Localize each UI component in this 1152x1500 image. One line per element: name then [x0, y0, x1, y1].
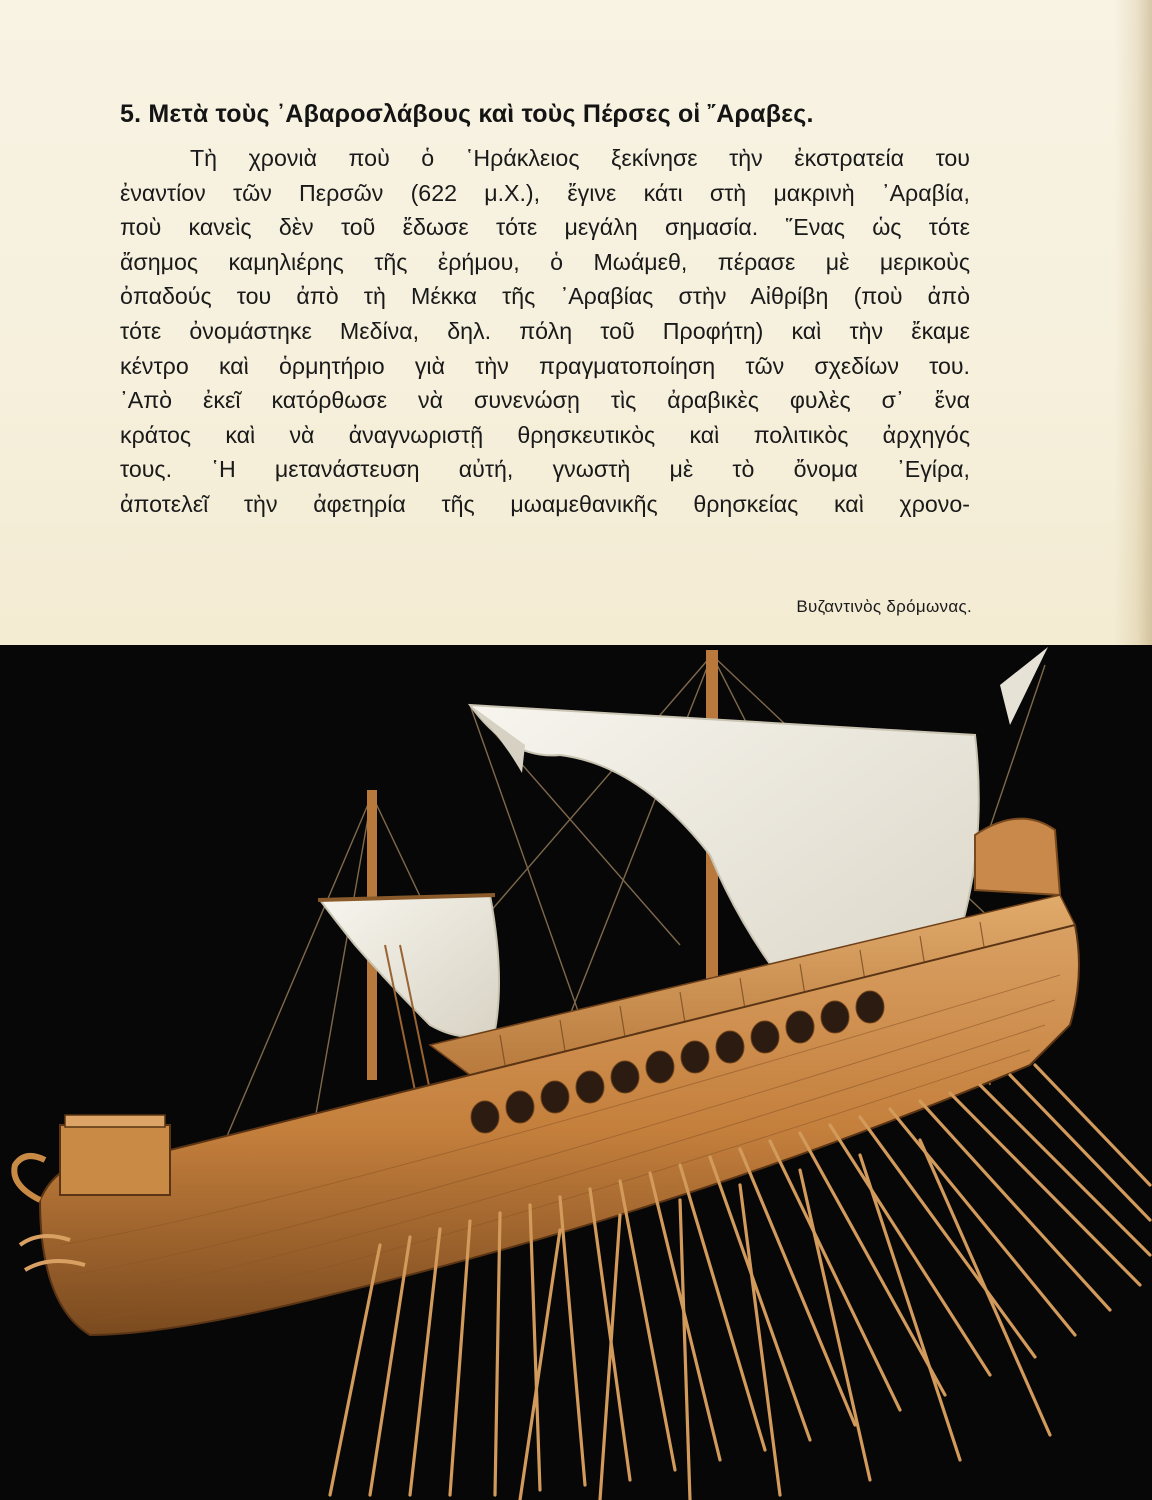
- bow-castle-rail: [65, 1115, 165, 1127]
- paragraph-line: κράτος καὶ νὰ ἀναγνωριστῇ θρησκευτικὸς καὶ πολιτικὸς ἀρχηγός: [120, 421, 970, 448]
- paragraph-line: ἄσημος καμηλιέρης τῆς ἐρήμου, ὁ Μωάμεθ, πέρασε μὲ μερικοὺς: [120, 248, 970, 275]
- ship-model-illustration: [0, 645, 1152, 1500]
- photo-caption: Βυζαντινὸς δρόμωνας.: [796, 597, 972, 616]
- article: [120, 100, 970, 522]
- paragraph-line: ποὺ κανεὶς δὲν τοῦ ἔδωσε τότε μεγάλη σημασία. ῞Ενας ὡς τότε: [120, 214, 970, 241]
- paragraph-line: ἀποτελεῖ τὴν ἀφετηρία τῆς μωαμεθανικῆς θρησκείας καὶ χρονο-: [120, 490, 970, 517]
- paragraph-line: κέντρο καὶ ὁρμητήριο γιὰ τὴν πραγματοποίηση τῶν σχεδίων του.: [120, 352, 970, 379]
- paragraph-line: ὀπαδούς του ἀπὸ τὴ Μέκκα τῆς ᾿Αραβίας στὴν Αἰθρίβη (ποὺ ἀπὸ: [120, 283, 970, 310]
- section-heading: 5. Μετὰ τοὺς ᾿Αβαροσλάβους καὶ τοὺς Πέρσες οἱ ῎Αραβες.: [120, 100, 814, 128]
- stern-cabin: [975, 819, 1060, 895]
- paragraph-line: ἐναντίον τῶν Περσῶν (622 μ.Χ.), ἔγινε κάτι στὴ μακρινὴ ᾿Αραβία,: [120, 179, 970, 206]
- page-edge-shadow: [1114, 0, 1152, 645]
- body-paragraph: [120, 141, 970, 522]
- paragraph-line: Τὴ χρονιὰ ποὺ ὁ ῾Ηράκλειος ξεκίνησε τὴν ἐκστρατεία του: [190, 145, 970, 171]
- bow-castle: [60, 1125, 170, 1195]
- paragraph-line: τότε ὀνομάστηκε Μεδίνα, δηλ. πόλη τοῦ Προφήτη) καὶ τὴν ἔκαμε: [120, 317, 970, 344]
- paragraph-line: ᾿Απὸ ἐκεῖ κατόρθωσε νὰ συνενώσῃ τὶς ἀραβικὲς φυλὲς σ᾿ ἕνα: [120, 387, 970, 414]
- ship-photo: [0, 645, 1152, 1500]
- paragraph-line: τους. ῾Η μετανάστευση αὐτή, γνωστὴ μὲ τὸ ὄνομα ᾿Εγίρα,: [120, 456, 970, 483]
